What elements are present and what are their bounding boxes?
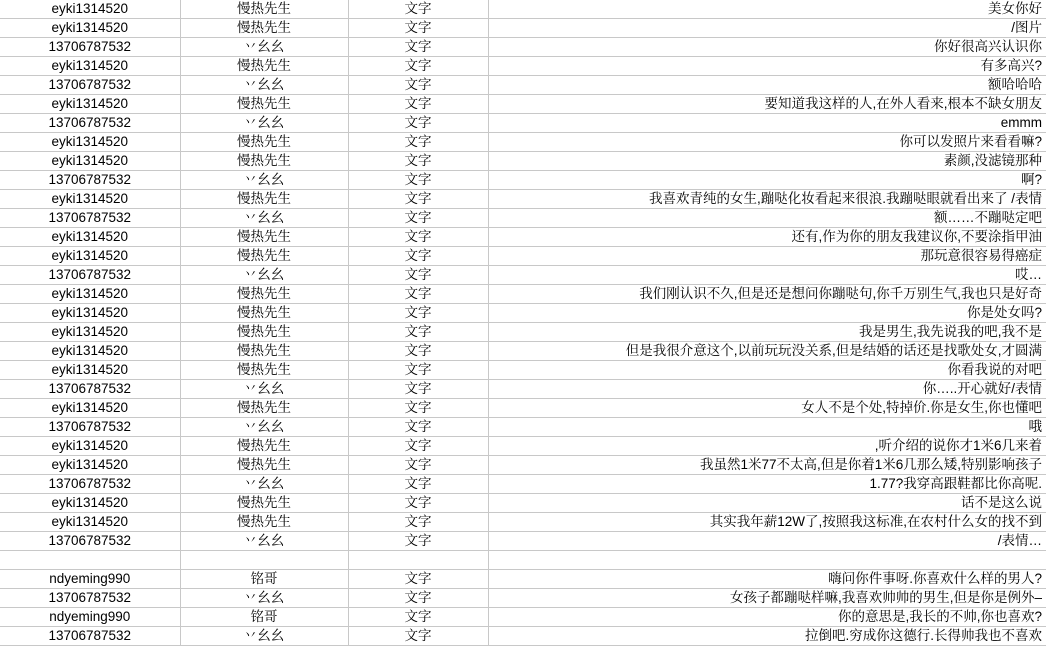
cell-account: eyki1314520 [0, 513, 180, 532]
table-row [0, 190, 1046, 209]
cell-message-type: 文字 [348, 342, 488, 361]
table-row [0, 114, 1046, 133]
cell-message-type: 文字 [348, 608, 488, 627]
cell-message: 拉倒吧.穷成你这德行.长得帅我也不喜欢 [488, 627, 1046, 646]
cell-message-type: 文字 [348, 38, 488, 57]
cell-account: eyki1314520 [0, 456, 180, 475]
cell-message: 女人不是个处,特掉价.你是女生,你也懂吧 [488, 399, 1046, 418]
cell-message: 啊? [488, 171, 1046, 190]
cell-message-type: 文字 [348, 114, 488, 133]
cell-account: 13706787532 [0, 171, 180, 190]
cell-account: 13706787532 [0, 589, 180, 608]
cell-account: eyki1314520 [0, 152, 180, 171]
cell-message-type: 文字 [348, 228, 488, 247]
cell-account [0, 551, 180, 570]
cell-message: 你可以发照片来看看嘛? [488, 133, 1046, 152]
cell-message-type: 文字 [348, 437, 488, 456]
cell-message-type: 文字 [348, 494, 488, 513]
cell-message-type: 文字 [348, 570, 488, 589]
cell-account: 13706787532 [0, 627, 180, 646]
table-row [0, 209, 1046, 228]
cell-message: 额……不蹦哒定吧 [488, 209, 1046, 228]
cell-nickname: 慢热先生 [180, 285, 348, 304]
cell-message-type: 文字 [348, 247, 488, 266]
cell-nickname: 慢热先生 [180, 57, 348, 76]
cell-message: 我喜欢青纯的女生,蹦哒化妆看起来很浪.我蹦哒眼就看出来了 /表情 [488, 190, 1046, 209]
cell-message-type: 文字 [348, 152, 488, 171]
cell-message-type: 文字 [348, 266, 488, 285]
table-row [0, 399, 1046, 418]
table-row [0, 532, 1046, 551]
cell-account: 13706787532 [0, 114, 180, 133]
cell-message-type: 文字 [348, 0, 488, 19]
table-row-spacer [0, 551, 1046, 570]
cell-message-type: 文字 [348, 589, 488, 608]
table-row [0, 570, 1046, 589]
table-row [0, 323, 1046, 342]
cell-account: eyki1314520 [0, 323, 180, 342]
table-row [0, 456, 1046, 475]
cell-account: eyki1314520 [0, 19, 180, 38]
cell-message: 话不是这么说 [488, 494, 1046, 513]
cell-message [488, 551, 1046, 570]
cell-message: emmm [488, 114, 1046, 133]
cell-message-type: 文字 [348, 304, 488, 323]
cell-message-type: 文字 [348, 380, 488, 399]
cell-message: 你是处女吗? [488, 304, 1046, 323]
cell-message: 美女你好 [488, 0, 1046, 19]
cell-account: eyki1314520 [0, 247, 180, 266]
cell-nickname: 慢热先生 [180, 494, 348, 513]
cell-message-type: 文字 [348, 171, 488, 190]
cell-message: 你的意思是,我长的不帅,你也喜欢? [488, 608, 1046, 627]
cell-nickname: 慢热先生 [180, 323, 348, 342]
cell-nickname: 铭哥 [180, 608, 348, 627]
cell-message-type: 文字 [348, 513, 488, 532]
table-row [0, 285, 1046, 304]
cell-message: 嗨问你件事呀.你喜欢什么样的男人? [488, 570, 1046, 589]
cell-message: 有多高兴? [488, 57, 1046, 76]
table-row [0, 133, 1046, 152]
cell-account: 13706787532 [0, 38, 180, 57]
cell-message: 其实我年薪12W了,按照我这标准,在农村什么女的找不到 [488, 513, 1046, 532]
cell-account: eyki1314520 [0, 494, 180, 513]
cell-message: 但是我很介意这个,以前玩玩没关系,但是结婚的话还是找歌处女,才圆满 [488, 342, 1046, 361]
cell-message-type: 文字 [348, 627, 488, 646]
cell-message-type: 文字 [348, 418, 488, 437]
cell-message-type: 文字 [348, 209, 488, 228]
cell-nickname [180, 551, 348, 570]
table-row [0, 76, 1046, 95]
cell-nickname: 慢热先生 [180, 19, 348, 38]
cell-message: /图片 [488, 19, 1046, 38]
table-row [0, 171, 1046, 190]
cell-nickname: 慢热先生 [180, 342, 348, 361]
cell-nickname: 丷幺幺 [180, 532, 348, 551]
cell-nickname: 慢热先生 [180, 304, 348, 323]
cell-message: 我们刚认识不久,但是还是想问你蹦哒句,你千万别生气,我也只是好奇 [488, 285, 1046, 304]
cell-nickname: 慢热先生 [180, 437, 348, 456]
cell-nickname: 丷幺幺 [180, 475, 348, 494]
cell-account: ndyeming990 [0, 570, 180, 589]
cell-message: 哦 [488, 418, 1046, 437]
cell-message-type: 文字 [348, 19, 488, 38]
table-row [0, 342, 1046, 361]
cell-message: 女孩子都蹦哒样嘛,我喜欢帅帅的男生,但是你是例外– [488, 589, 1046, 608]
cell-message: 你好很高兴认识你 [488, 38, 1046, 57]
cell-nickname: 慢热先生 [180, 133, 348, 152]
cell-message-type: 文字 [348, 133, 488, 152]
cell-message-type [348, 551, 488, 570]
cell-account: eyki1314520 [0, 0, 180, 19]
cell-account: 13706787532 [0, 209, 180, 228]
cell-account: 13706787532 [0, 532, 180, 551]
cell-message: 你…..开心就好/表情 [488, 380, 1046, 399]
table-row [0, 589, 1046, 608]
cell-message-type: 文字 [348, 399, 488, 418]
cell-nickname: 丷幺幺 [180, 38, 348, 57]
cell-message: /表情… [488, 532, 1046, 551]
cell-message: 我虽然1米77不太高,但是你着1米6几那么矮,特别影响孩子 [488, 456, 1046, 475]
cell-message: 额哈哈哈 [488, 76, 1046, 95]
cell-account: eyki1314520 [0, 304, 180, 323]
table-row [0, 247, 1046, 266]
cell-account: 13706787532 [0, 475, 180, 494]
cell-nickname: 丷幺幺 [180, 114, 348, 133]
cell-account: eyki1314520 [0, 133, 180, 152]
cell-message-type: 文字 [348, 456, 488, 475]
table-row [0, 437, 1046, 456]
cell-nickname: 丷幺幺 [180, 266, 348, 285]
cell-message: 哎… [488, 266, 1046, 285]
cell-nickname: 丷幺幺 [180, 627, 348, 646]
cell-nickname: 慢热先生 [180, 95, 348, 114]
cell-nickname: 慢热先生 [180, 190, 348, 209]
table-row [0, 608, 1046, 627]
cell-account: 13706787532 [0, 266, 180, 285]
cell-account: eyki1314520 [0, 399, 180, 418]
cell-nickname: 慢热先生 [180, 513, 348, 532]
table-row [0, 152, 1046, 171]
table-row [0, 95, 1046, 114]
cell-nickname: 慢热先生 [180, 247, 348, 266]
cell-account: eyki1314520 [0, 361, 180, 380]
table-row [0, 418, 1046, 437]
cell-message: 那玩意很容易得癌症 [488, 247, 1046, 266]
cell-account: ndyeming990 [0, 608, 180, 627]
cell-nickname: 丷幺幺 [180, 418, 348, 437]
cell-message: ,听介绍的说你才1米6几来着 [488, 437, 1046, 456]
cell-account: eyki1314520 [0, 285, 180, 304]
cell-nickname: 慢热先生 [180, 361, 348, 380]
cell-nickname: 慢热先生 [180, 456, 348, 475]
cell-message-type: 文字 [348, 323, 488, 342]
cell-message: 1.77?我穿高跟鞋都比你高呢. [488, 475, 1046, 494]
cell-message-type: 文字 [348, 57, 488, 76]
cell-nickname: 慢热先生 [180, 399, 348, 418]
table-row [0, 627, 1046, 646]
cell-nickname: 慢热先生 [180, 152, 348, 171]
cell-account: 13706787532 [0, 418, 180, 437]
table-row [0, 513, 1046, 532]
cell-message-type: 文字 [348, 532, 488, 551]
cell-account: eyki1314520 [0, 95, 180, 114]
table-row [0, 38, 1046, 57]
cell-message-type: 文字 [348, 190, 488, 209]
cell-nickname: 铭哥 [180, 570, 348, 589]
table-row [0, 361, 1046, 380]
cell-message-type: 文字 [348, 285, 488, 304]
table-row [0, 494, 1046, 513]
cell-message: 你看我说的对吧 [488, 361, 1046, 380]
cell-message-type: 文字 [348, 76, 488, 95]
table-row [0, 266, 1046, 285]
cell-account: eyki1314520 [0, 190, 180, 209]
cell-message: 要知道我这样的人,在外人看来,根本不缺女朋友 [488, 95, 1046, 114]
table-row [0, 475, 1046, 494]
table-row [0, 57, 1046, 76]
cell-message: 素颜,没滤镜那种 [488, 152, 1046, 171]
cell-message-type: 文字 [348, 475, 488, 494]
table-row [0, 228, 1046, 247]
cell-account: 13706787532 [0, 76, 180, 95]
cell-message-type: 文字 [348, 95, 488, 114]
table-row [0, 304, 1046, 323]
cell-message: 我是男生,我先说我的吧,我不是 [488, 323, 1046, 342]
cell-nickname: 丷幺幺 [180, 380, 348, 399]
cell-account: eyki1314520 [0, 57, 180, 76]
table-row [0, 380, 1046, 399]
cell-account: eyki1314520 [0, 437, 180, 456]
cell-message: 还有,作为你的朋友我建议你,不要涂指甲油 [488, 228, 1046, 247]
cell-nickname: 丷幺幺 [180, 209, 348, 228]
cell-nickname: 慢热先生 [180, 228, 348, 247]
cell-account: eyki1314520 [0, 228, 180, 247]
cell-nickname: 丷幺幺 [180, 76, 348, 95]
cell-nickname: 慢热先生 [180, 0, 348, 19]
table-row [0, 0, 1046, 19]
cell-nickname: 丷幺幺 [180, 589, 348, 608]
cell-account: 13706787532 [0, 380, 180, 399]
cell-nickname: 丷幺幺 [180, 171, 348, 190]
table-row [0, 19, 1046, 38]
cell-account: eyki1314520 [0, 342, 180, 361]
cell-message-type: 文字 [348, 361, 488, 380]
